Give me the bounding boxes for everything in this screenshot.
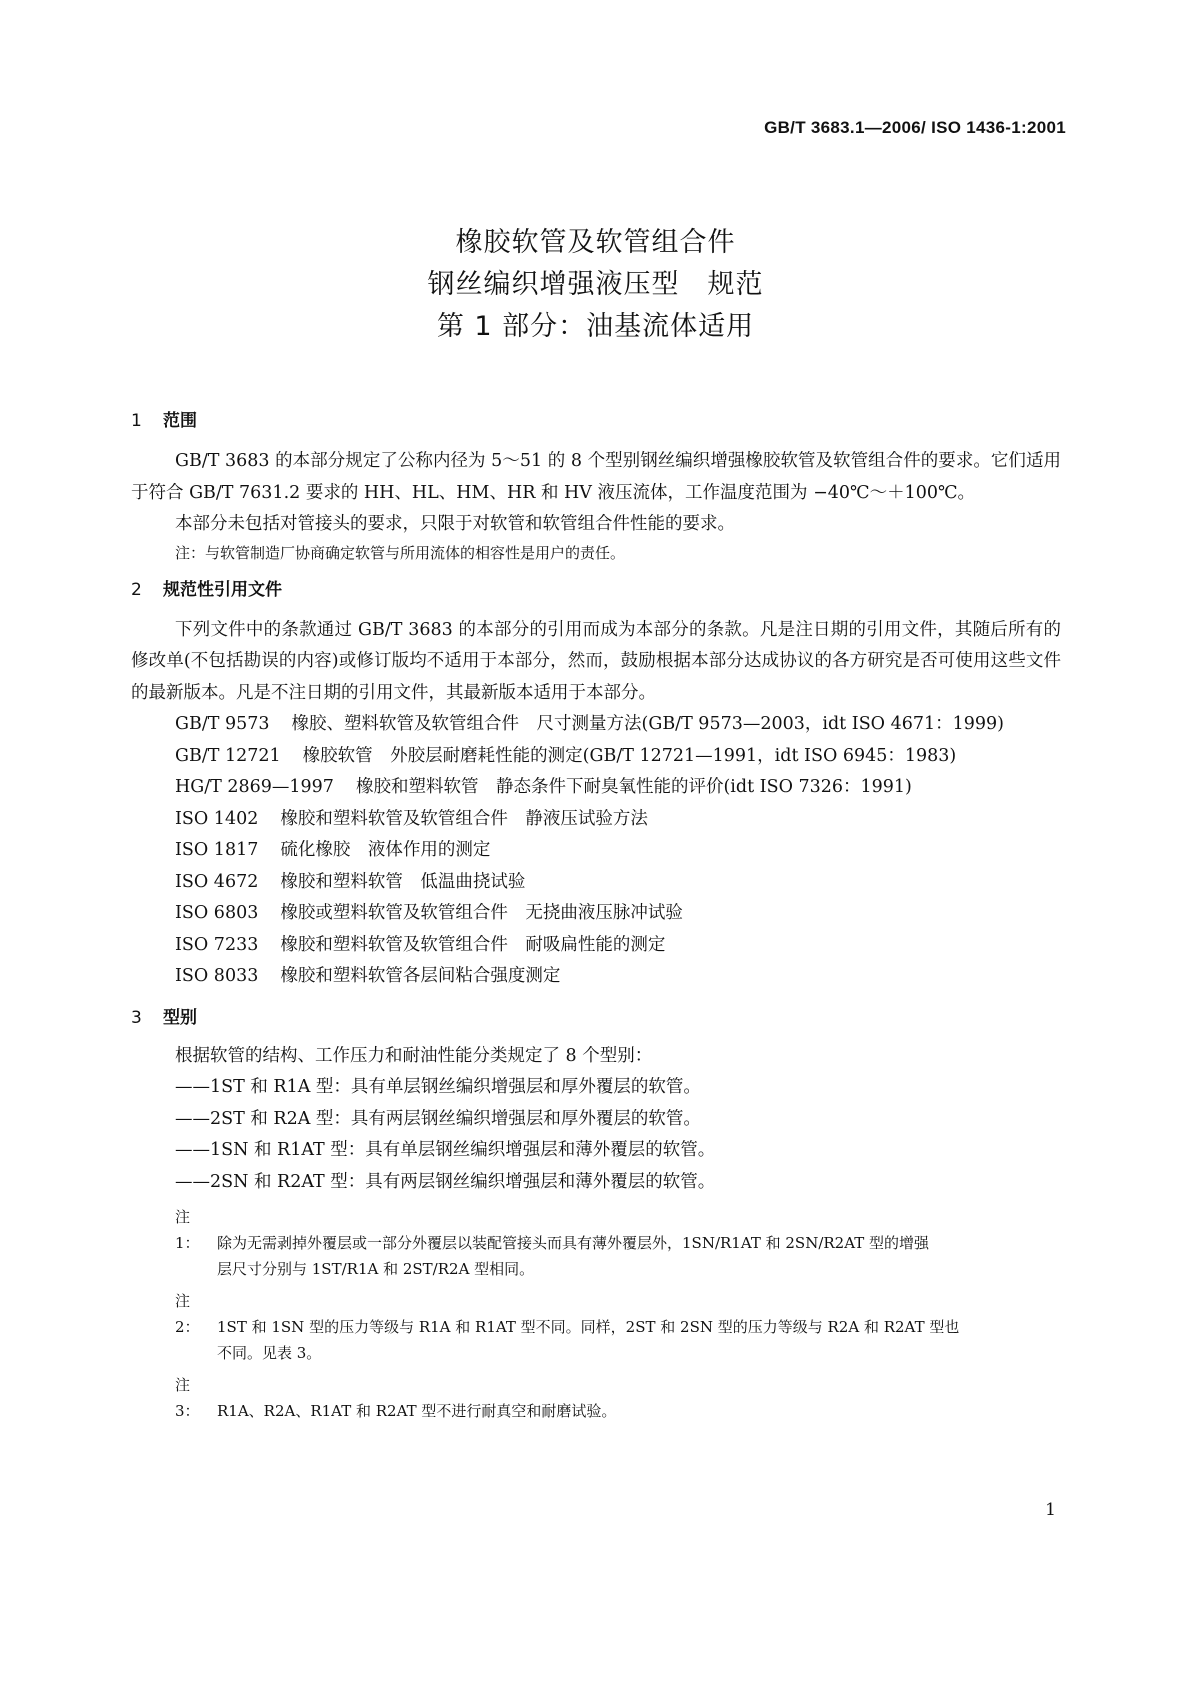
section-1-heading [131, 408, 1061, 434]
reference-code: ISO 1817 [175, 840, 259, 860]
section-3-heading [131, 1005, 1061, 1031]
reference-item [131, 772, 1061, 804]
title-line-1: 橡胶软管及软管组合件 [455, 227, 736, 258]
reference-title: 橡胶和塑料软管及软管组合件 静液压试验方法 [280, 808, 648, 829]
note-label: 注 3： [175, 1376, 200, 1420]
reference-code: ISO 1402 [175, 808, 259, 829]
note-label: 注 2： [175, 1292, 200, 1336]
classification-note [131, 1372, 1061, 1424]
hose-type-item: ——1ST 和 R1A 型：具有单层钢丝编织增强层和厚外覆层的软管。 [175, 1077, 701, 1097]
scope-paragraph-1: GB/T 3683 的本部分规定了公称内径为 5～51 的 8 个型别钢丝编织增强橡胶软管及软管组合件的要求。它们适用于符合 GB/T 7631.2 要求的 HH、HL、HM、HR 和 HV 液压流体，工作温度范围为 −40℃～＋100℃。 [131, 451, 1061, 503]
section-title: 规范性引用文件 [163, 579, 282, 600]
section-number: 1 [131, 411, 142, 431]
reference-title: 橡胶软管 外胶层耐磨耗性能的测定(GB/T 12721—1991，idt ISO 6945：1983) [302, 745, 957, 766]
reference-item [131, 867, 1061, 899]
document-body [131, 408, 1061, 1424]
reference-title: 硫化橡胶 液体作用的测定 [280, 840, 491, 860]
hose-type-item: ——2ST 和 R2A 型：具有两层钢丝编织增强层和厚外覆层的软管。 [175, 1108, 701, 1129]
hose-type-item: ——1SN 和 R1AT 型：具有单层钢丝编织增强层和薄外覆层的软管。 [175, 1140, 716, 1160]
note-text: R1A、R2A、R1AT 和 R2AT 型不进行耐真空和耐磨试验。 [217, 1402, 617, 1420]
reference-title: 橡胶、塑料软管及软管组合件 尺寸测量方法(GB/T 9573—2003，idt ISO 4671：1999) [291, 714, 1004, 734]
reference-title: 橡胶或塑料软管及软管组合件 无挠曲液压脉冲试验 [280, 903, 683, 923]
title-line-3: 第 1 部分：油基流体适用 [436, 311, 755, 342]
reference-code: HG/T 2869—1997 [175, 777, 334, 797]
page-number: 1 [1045, 1500, 1056, 1520]
references-paragraph: 下列文件中的条款通过 GB/T 3683 的本部分的引用而成为本部分的条款。凡是注日期的引用文件，其随后所有的修改单(不包括勘误的内容)或修订版均不适用于本部分，然而，鼓励根据本部分达成协议的各方研究是否可使用这些文件的最新版本。凡是不注日期的引用文件，其最新版本适用于本部分。 [131, 619, 1061, 703]
hose-type-item: ——2SN 和 R2AT 型：具有两层钢丝编织增强层和薄外覆层的软管。 [175, 1171, 716, 1192]
reference-code: GB/T 12721 [175, 745, 281, 766]
reference-title: 橡胶和塑料软管 低温曲挠试验 [280, 871, 526, 892]
section-title: 型别 [163, 1007, 197, 1028]
reference-item [131, 835, 1061, 867]
section-title: 范围 [163, 411, 197, 431]
title-line-2: 钢丝编织增强液压型 规范 [427, 269, 764, 300]
reference-item [131, 804, 1061, 836]
reference-code: ISO 8033 [175, 966, 259, 986]
reference-code: GB/T 9573 [175, 714, 270, 734]
classification-intro: 根据软管的结构、工作压力和耐油性能分类规定了 8 个型别： [175, 1045, 653, 1066]
note-text-continued: 层尺寸分别与 1ST/R1A 和 2ST/R2A 型相同。 [217, 1260, 535, 1278]
scope-paragraph-2: 本部分未包括对管接头的要求，只限于对软管和软管组合件性能的要求。 [175, 514, 735, 534]
note-text: 1ST 和 1SN 型的压力等级与 R1A 和 R1AT 型不同。同样，2ST 和 2SN 型的压力等级与 R2A 和 R2AT 型也 [217, 1318, 960, 1336]
reference-item [131, 741, 1061, 773]
reference-code: ISO 7233 [175, 934, 259, 955]
reference-item [131, 898, 1061, 930]
reference-code: ISO 4672 [175, 871, 259, 892]
reference-item [131, 709, 1061, 741]
section-number: 2 [131, 579, 142, 600]
classification-note [131, 1288, 1061, 1366]
classification-note [131, 1204, 1061, 1282]
reference-title: 橡胶和塑料软管 静态条件下耐臭氧性能的评价(idt ISO 7326：1991) [355, 777, 912, 797]
note-label: 注 1： [175, 1208, 200, 1252]
section-number: 3 [131, 1007, 142, 1028]
section-2-heading [131, 577, 1061, 603]
reference-item [131, 961, 1061, 993]
document-title [0, 222, 1191, 348]
note-text-continued: 不同。见表 3。 [217, 1344, 322, 1362]
reference-title: 橡胶和塑料软管各层间粘合强度测定 [280, 966, 561, 986]
reference-item [131, 930, 1061, 962]
note-text: 除为无需剥掉外覆层或一部分外覆层以装配管接头而具有薄外覆层外，1SN/R1AT 和 2SN/R2AT 型的增强 [217, 1234, 930, 1252]
standard-code: GB/T 3683.1—2006/ ISO 1436-1:2001 [764, 118, 1066, 137]
scope-note: 注：与软管制造厂协商确定软管与所用流体的相容性是用户的责任。 [175, 543, 626, 562]
reference-title: 橡胶和塑料软管及软管组合件 耐吸扁性能的测定 [280, 934, 666, 955]
reference-code: ISO 6803 [175, 903, 259, 923]
